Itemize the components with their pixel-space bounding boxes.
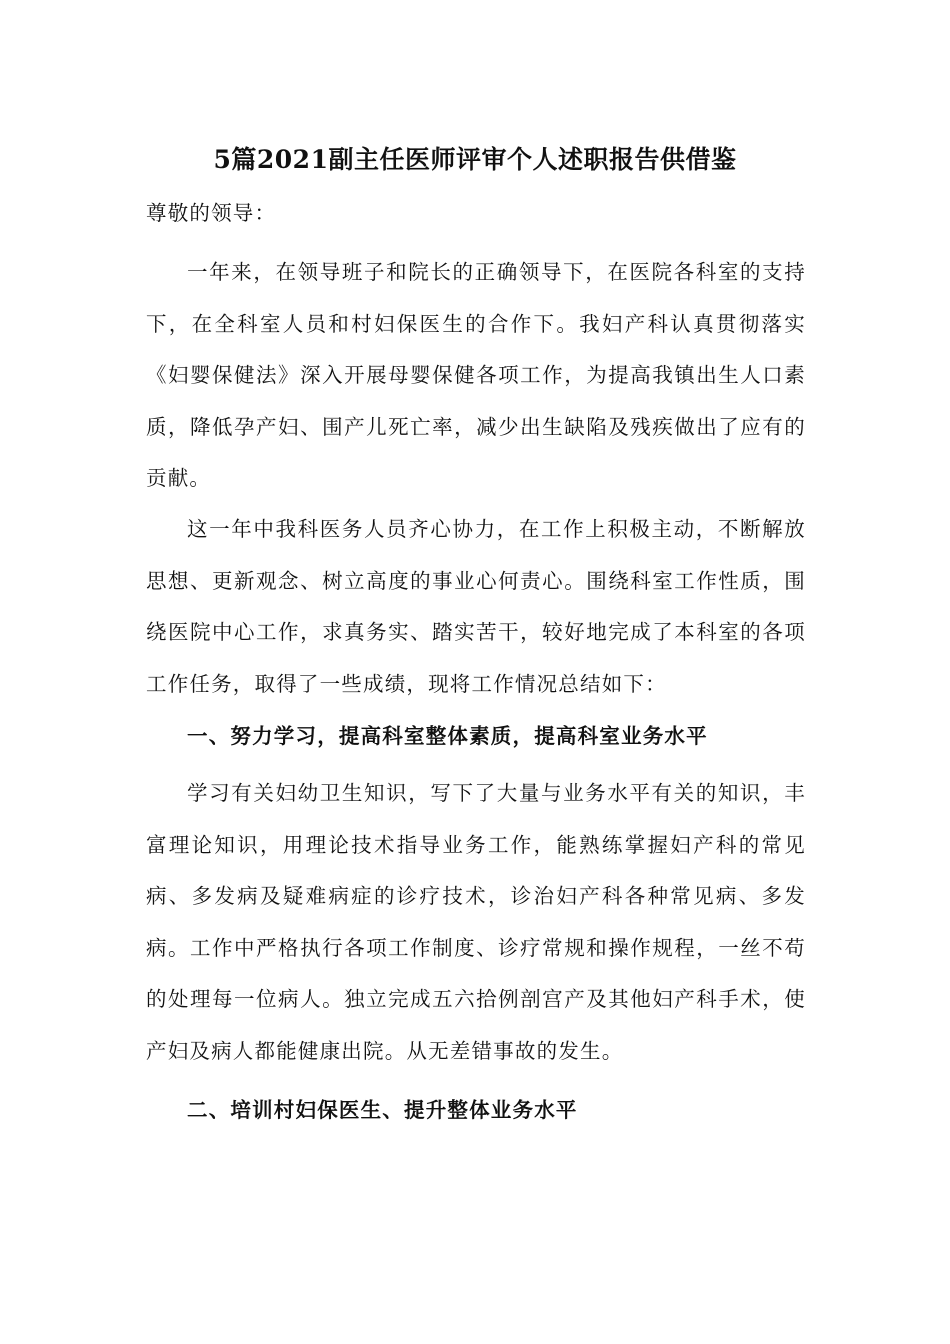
paragraph-intro: 一年来，在领导班子和院长的正确领导下，在医院各科室的支持下，在全科室人员和村妇保医生的合作下。我妇产科认真贯彻落实《妇婴保健法》深入开展母婴保健各项工作，为提高我镇出生人口素质，降低孕产妇、围产儿死亡率，减少出生缺陷及残疾做出了应有的贡献。 — [146, 260, 806, 490]
salutation: 尊敬的领导： — [146, 201, 277, 225]
paragraph-section-1: 学习有关妇幼卫生知识，写下了大量与业务水平有关的知识，丰富理论知识，用理论技术指导业务工作，能熟练掌握妇产科的常见病、多发病及疑难病症的诊疗技术，诊治妇产科各种常见病、多发病。工作中严格执行各项工作制度、诊疗常规和操作规程，一丝不苟的处理每一位病人。独立完成五六拾例剖宫产及其他妇产科手术，使产妇及病人都能健康出院。从无差错事故的发生。 — [146, 781, 806, 1063]
section-heading-1: 一、努力学习，提高科室整体素质，提高科室业务水平 — [187, 724, 708, 748]
document-title: 5篇2021副主任医师评审个人述职报告供借鉴 — [213, 145, 737, 174]
section-heading-2: 二、培训村妇保医生、提升整体业务水平 — [187, 1098, 578, 1122]
paragraph-summary: 这一年中我科医务人员齐心协力，在工作上积极主动，不断解放思想、更新观念、树立高度的事业心何责心。围绕科室工作性质，围绕医院中心工作，求真务实、踏实苦干，较好地完成了本科室的各项工作任务，取得了一些成绩，现将工作情况总结如下： — [146, 517, 806, 696]
